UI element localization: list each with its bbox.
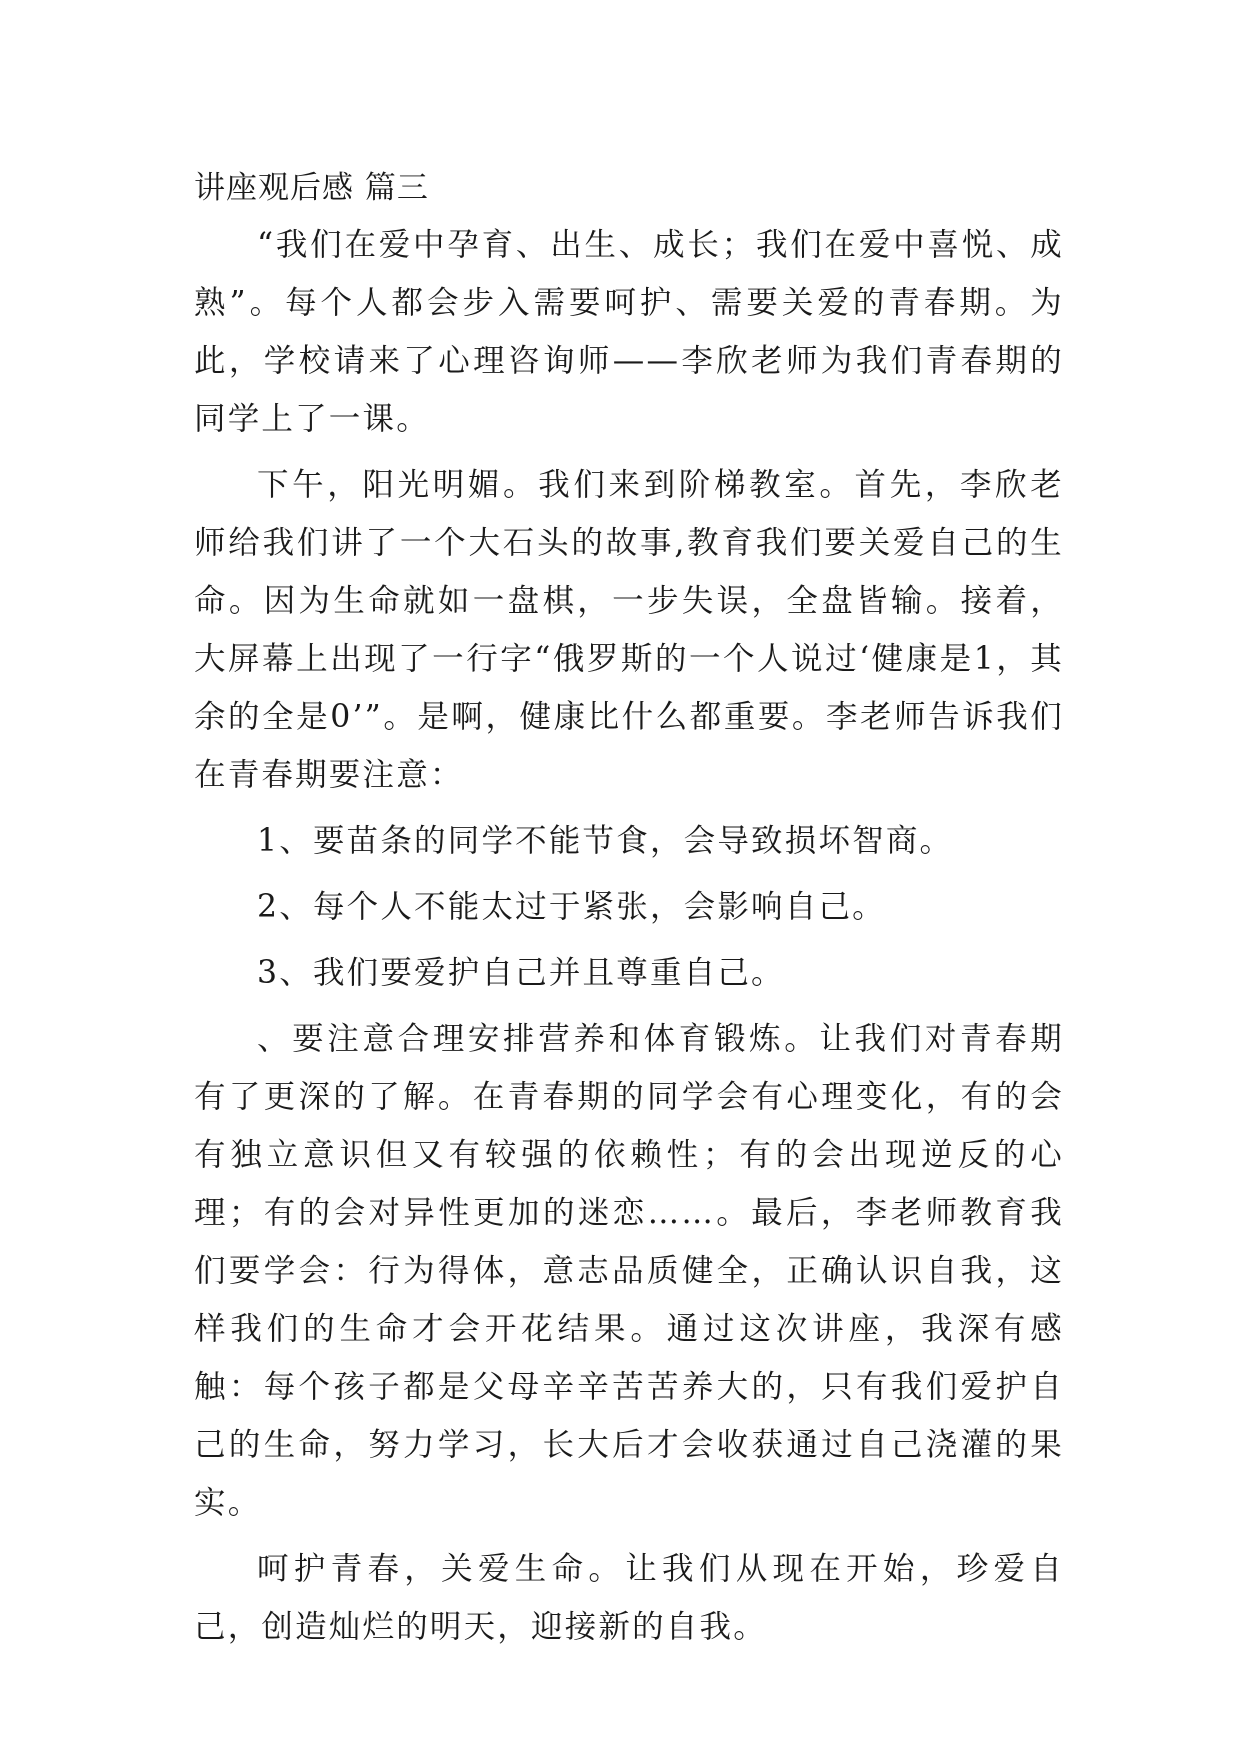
list-item-2: 2、每个人不能太过于紧张，会影响自己。 — [257, 889, 886, 925]
paragraph-lecture: 下午，阳光明媚。我们来到阶梯教室。首先，李欣老师给我们讲了一个大石头的故事,教育我们要关爱自己的生命。因为生命就如一盘棋，一步失误，全盘皆输。接着，大屏幕上出现了一行字“俄罗斯的一个人说过‘健康是1，其余的全是0’”。是啊，健康比什么都重要。李老师告诉我们在青春期要注意： — [194, 467, 1064, 793]
paragraph-reflection: 、要注意合理安排营养和体育锻炼。让我们对青春期有了更深的了解。在青春期的同学会有心理变化，有的会有独立意识但又有较强的依赖性；有的会出现逆反的心理；有的会对异性更加的迷恋……。最后，李老师教育我们要学会：行为得体，意志品质健全，正确认识自我，这样我们的生命才会开花结果。通过这次讲座，我深有感触：每个孩子都是父母辛辛苦苦养大的，只有我们爱护自己的生命，努力学习，长大后才会收获通过自己浇灌的果实。 — [194, 1021, 1064, 1521]
list-item-1: 1、要苗条的同学不能节食，会导致损坏智商。 — [257, 823, 954, 859]
document-page — [194, 160, 1064, 1664]
paragraph-conclusion: 呵护青春，关爱生命。让我们从现在开始，珍爱自己，创造灿烂的明天，迎接新的自我。 — [194, 1551, 1064, 1645]
list-item-3: 3、我们要爱护自己并且尊重自己。 — [257, 955, 785, 991]
paragraph-intro: “我们在爱中孕育、出生、成长；我们在爱中喜悦、成熟”。每个人都会步入需要呵护、需要关爱的青春期。为此，学校请来了心理咨询师——李欣老师为我们青春期的同学上了一课。 — [194, 227, 1064, 437]
document-title: 讲座观后感 篇三 — [194, 170, 429, 206]
